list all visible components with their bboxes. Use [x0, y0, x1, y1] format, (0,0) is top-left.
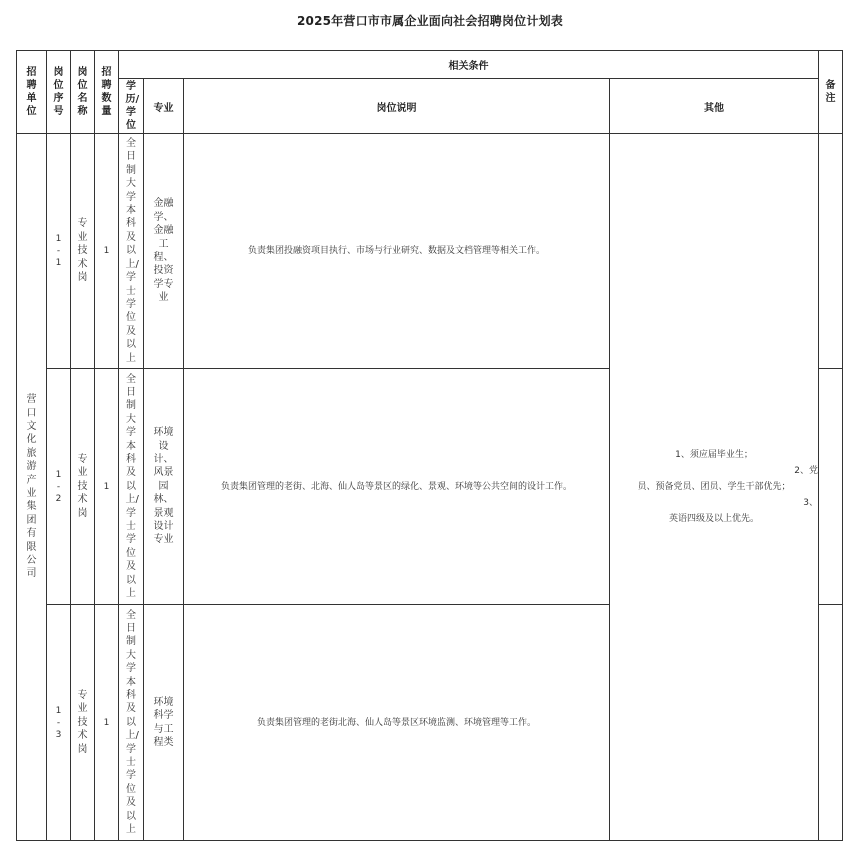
other-line: 2、党: [794, 466, 818, 476]
page-title: 2025年营口市市属企业面向社会招聘岗位计划表: [296, 14, 563, 28]
header-name: 岗位名称: [71, 51, 95, 134]
header-unit: 招聘单位: [17, 51, 47, 134]
job-name-cell: 专业技术岗: [71, 134, 95, 369]
remark-cell: [819, 134, 843, 369]
desc-cell: 负责集团投融资项目执行、市场与行业研究、数据及文档管理等相关工作。: [184, 134, 610, 369]
header-edu: 学历/学位: [119, 79, 144, 134]
unit-cell: [17, 134, 47, 841]
major-cell: 金融学、金融工程、投资学专业: [144, 134, 184, 369]
table-row: [17, 134, 843, 369]
edu-cell: 全日制大学本科及以上/学士学位及以上: [119, 134, 144, 369]
count-cell: 1: [95, 605, 119, 841]
header-major: 专业: [144, 79, 184, 134]
seq-cell: 1-1: [47, 134, 71, 369]
other-line: 3、: [803, 498, 818, 508]
remark-cell: [819, 605, 843, 841]
desc-cell: 负责集团管理的老街、北海、仙人岛等景区的绿化、景观、环境等公共空间的设计工作。: [184, 369, 610, 605]
major-cell: 环境设计、风景园林、景观设计专业: [144, 369, 184, 605]
edu-cell: 全日制大学本科及以上/学士学位及以上: [119, 369, 144, 605]
desc-cell: 负责集团管理的老街北海、仙人岛等景区环境监测、环境管理等工作。: [184, 605, 610, 841]
header-remark: 备注: [819, 51, 843, 134]
other-line: 1、须应届毕业生；: [675, 450, 753, 460]
header-related: 相关条件: [119, 51, 819, 79]
header-other: 其他: [610, 79, 819, 134]
seq-cell: 1-2: [47, 369, 71, 605]
other-cell: [610, 134, 819, 841]
unit-name: 营口文化旅游产业集团有限公司: [26, 394, 37, 580]
count-cell: 1: [95, 369, 119, 605]
seq-cell: 1-3: [47, 605, 71, 841]
header-count: 招聘数量: [95, 51, 119, 134]
remark-cell: [819, 369, 843, 605]
header-seq: 岗位序号: [47, 51, 71, 134]
other-line: 员、预备党员、团员、学生干部优先；: [637, 482, 791, 492]
recruitment-table: [16, 50, 843, 841]
job-name-cell: 专业技术岗: [71, 605, 95, 841]
header-desc: 岗位说明: [184, 79, 610, 134]
edu-cell: 全日制大学本科及以上/学士学位及以上: [119, 605, 144, 841]
job-name-cell: 专业技术岗: [71, 369, 95, 605]
major-cell: 环境科学与工程类: [144, 605, 184, 841]
other-line: 英语四级及以上优先。: [668, 514, 759, 524]
count-cell: 1: [95, 134, 119, 369]
